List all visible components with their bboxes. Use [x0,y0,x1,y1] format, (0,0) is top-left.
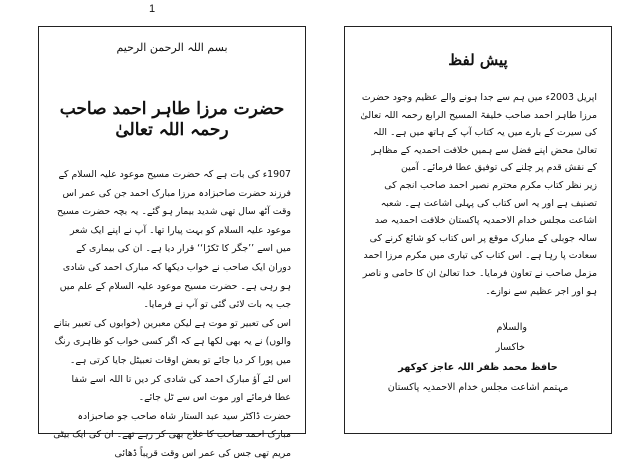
right-page [344,26,612,434]
khaksar-label: خاکسار [495,342,525,354]
paragraph: حضرت ڈاکٹر سید عبد الستار شاہ صاحب جو صاحبزادہ مبارک احمد صاحب کا علاج بھی کر رہے تھے۔ ان کی ایک بیٹی مریم تھی جس کی عمر اس وقت قریباً ڈھائی [53,410,291,459]
foreword-title: پیش لفظ [448,51,508,69]
right-body [345,89,611,300]
left-page [38,26,306,459]
closing-salutation: والسلام [496,322,527,334]
signature-block [345,318,611,398]
chapter-title: حضرت مرزا طاہر احمد صاحب رحمہ اللہ تعالیٰ [59,99,285,140]
signatory-name: حافظ محمد ظفر اللہ عاجز کوکھر [398,362,558,374]
paragraph: اس کی تعبیر تو موت ہے لیکن معبرین (خوابوں کی تعبیر بتانے والوں) نے یہ بھی لکھا ہے کہ اگر کسی خواب کو ظاہری رنگ میں پورا کر دیا جائے تو بعض اوقات تعبیٹل جایا کرتی ہے۔ اس لئے آؤ مبارک احمد کی شادی کر دیں تا اللہ اسے شفا عطا فرمائے اور موت اس سے ٹل جائے۔ [53,317,291,404]
bismillah: بسم اللہ الرحمن الرحیم [116,41,228,54]
page-number: 1 [149,3,156,15]
paragraph: اپریل 2003ء میں ہم سے جدا ہونے والے عظیم وجود حضرت مرزا طاہر احمد صاحب خلیفۃ المسیح الرابع رحمہ اللہ تعالیٰ کی سیرت کے بارے میں یہ کتاب آپ کے ہاتھ میں ہے۔ اللہ تعالیٰ محض اپنے فضل سے ہمیں خلافت احمدیہ کے مظاہر کے نقش قدم پر چلنے کی توفیق عطا فرمائے۔ آمین [360,92,597,174]
left-body [39,166,305,464]
paragraph: زیر نظر کتاب مکرم محترم نصیر احمد صاحب انجم کی تصنیف ہے اور یہ اس کتاب کی پہلی اشاعت ہے۔ شعبہ اشاعت مجلس خدام الاحمدیہ پاکستان خلافت احمدیہ صد سالہ جوبلی کے مبارک موقع پر اس کتاب کو شائع کرنے کی سعادت پا رہا ہے۔ اس کتاب کی تیاری میں مکرم مرزا احمد مزمل صاحب نے تعاون فرمایا۔ خدا تعالیٰ ان کا حامی و ناصر ہو اور اجر عظیم سے نوازے۔ [362,179,597,297]
signatory-title: مہتمم اشاعت مجلس خدام الاحمدیہ پاکستان [387,382,569,394]
paragraph: 1907ء کی بات ہے کہ حضرت مسیح موعود علیہ السلام کے فرزند حضرت صاحبزادہ مرزا مبارک احمد جن کی عمر اس وقت آٹھ سال تھی شدید بیمار ہو گئے۔ یہ بچہ حضرت مسیح موعود علیہ السلام کو بہت پیارا تھا۔ آپ نے اپنے ایک شعر میں اسے ’’جگر کا ٹکڑا‘‘ قرار دیا ہے۔ ان کی بیماری کے دوران ایک صاحب نے خواب دیکھا کہ مبارک احمد کی شادی ہو رہی ہے۔ حضرت مسیح موعود علیہ السلام کے علم میں جب یہ بات لائی گئی تو آپ نے فرمایا۔ [56,169,291,311]
